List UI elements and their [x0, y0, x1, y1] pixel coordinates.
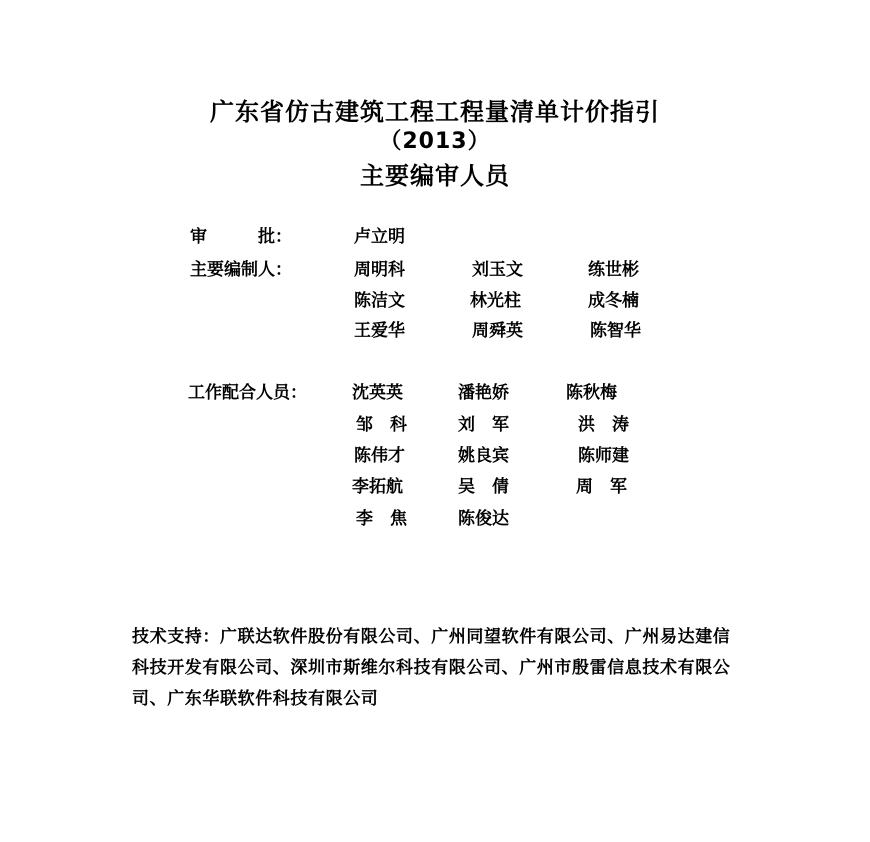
editor-name: 成冬楠	[588, 291, 639, 311]
editor-name: 林光柱	[470, 291, 521, 311]
editor-name: 周舜英	[472, 321, 523, 341]
technical-support-text: 技术支持：广联达软件股份有限公司、广州同望软件有限公司、广州易达建信科技开发有限公司、深圳市斯维尔科技有限公司、广州市殷雷信息技术有限公司、广东华联软件科技有限公司	[132, 627, 731, 709]
staff-label: 工作配合人员：	[188, 383, 307, 403]
editor-name: 练世彬	[588, 260, 639, 280]
staff-name: 邹 科	[356, 415, 407, 435]
editor-name: 刘玉文	[472, 260, 523, 280]
staff-name: 陈师建	[578, 446, 629, 466]
staff-name: 陈伟才	[354, 446, 405, 466]
staff-name: 刘 军	[458, 415, 509, 435]
staff-name: 吴 倩	[458, 477, 509, 497]
staff-name: 姚良宾	[458, 446, 509, 466]
staff-name: 周 军	[576, 477, 627, 497]
section-title: 主要编审人员	[360, 162, 510, 190]
document-title: 广东省仿古建筑工程工程量清单计价指引	[210, 98, 660, 126]
editor-name: 王爱华	[354, 321, 405, 341]
staff-name: 陈秋梅	[566, 383, 617, 403]
staff-name: 潘艳娇	[458, 383, 509, 403]
staff-name: 沈英英	[352, 383, 403, 403]
document-year: （2013）	[379, 129, 491, 154]
editor-name: 陈洁文	[354, 291, 405, 311]
editor-name: 周明科	[354, 260, 405, 280]
staff-name: 李 焦	[356, 509, 407, 529]
staff-name: 洪 涛	[578, 415, 629, 435]
editor-name: 陈智华	[590, 321, 641, 341]
editors-label: 主要编制人：	[190, 260, 292, 280]
approver-label: 审 批：	[190, 227, 292, 247]
approver-name: 卢立明	[354, 227, 405, 247]
staff-name: 李拓航	[352, 477, 403, 497]
staff-name: 陈俊达	[458, 509, 509, 529]
